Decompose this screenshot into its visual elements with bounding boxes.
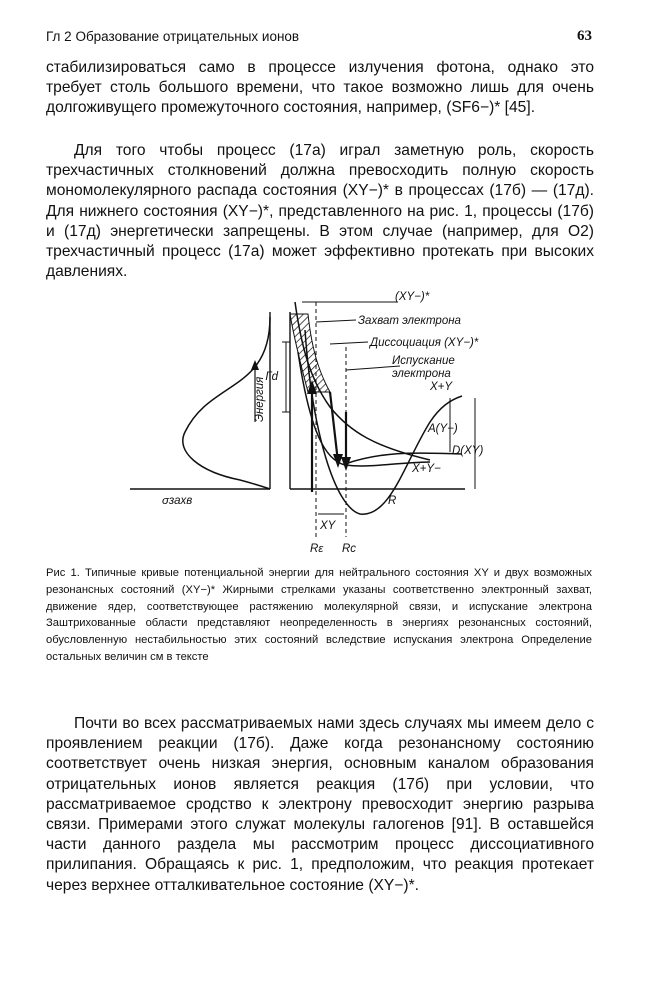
leader-dissociation	[330, 342, 368, 344]
a-y-label: A(Y−)	[428, 423, 458, 435]
paragraph-2: Для того чтобы процесс (17а) играл заметную роль, скорость трехчастичных столкновений должна превосходить полную скорость мономолекулярного распада состояния (XY−)* в процессах (17б) — (17д). Для нижнего состояния (XY−)*, представленного на рис. 1, процессы (17б) и (17д) энергетически запрещены. В этом случае (например, для O2) трехчастичный процесс (17а) может эффективно протекать при высоких давлениях.	[46, 142, 594, 281]
capture-label: Захват электрона	[358, 315, 461, 327]
dissociation-arrow	[330, 392, 338, 462]
xy-minus-star-label: (XY−)*	[395, 291, 430, 303]
x-plus-y-label: X+Y	[430, 381, 453, 393]
xy-label: XY	[320, 520, 336, 532]
sigma-capture-label: σзахв	[162, 495, 193, 507]
emission-label-2: электрона	[392, 368, 451, 380]
gamma-d-label: Гd	[265, 371, 278, 383]
r-epsilon-label: Rε	[310, 543, 324, 555]
energy-arrowhead	[251, 360, 259, 370]
page-number: 63	[577, 27, 592, 44]
d-xy-label: D(XY)	[452, 445, 484, 457]
paragraph-1: стабилизироваться само в процессе излучения фотона, однако это требует столь большого времени, что такое возможно лишь для очень долгоживущего промежуточного состояния, например, (SF6−)* [45].	[46, 59, 594, 117]
figure-caption: Рис 1. Типичные кривые потенциальной энергии для нейтрального состояния XY и двух возможных резонансных состояний (XY−)* Жирными стрелками указаны соответственно электронный захват, движение ядер, соответствующее растяжению молекулярной связи, и испускание электрона Заштрихованные области представляют неопределенность в энергиях резонансных состояний, обусловленную нестабильностью этих состояний вследствие испускания электрона Определение остальных величин см в тексте	[46, 567, 592, 663]
energy-axis-label: Энергия	[254, 376, 266, 422]
dissociation-label: Диссоциация (XY−)*	[370, 337, 479, 349]
running-header	[46, 24, 592, 48]
running-title: Гл 2 Образование отрицательных ионов	[46, 28, 300, 44]
x-plus-y-minus-label: X+Y−	[412, 463, 441, 475]
r-axis-label: R	[388, 495, 397, 507]
emission-label-1: Испускание	[392, 355, 455, 367]
x-plus-y-minus-curve	[345, 453, 462, 464]
paragraph-3: Почти во всех рассматриваемых нами здесь случаях мы имеем дело с проявлением реакции (17б). Даже когда резонансному состоянию соответствует очень низкая энергия, основным каналом образования отрицательных ионов является реакция (17б) при условии, что рассматриваемое сродство к электрону превосходит энергию разрыва связи. Примерами этого служат молекулы галогенов [91]. В оставшейся части данного раздела мы рассмотрим процесс диссоциативного прилипания. Обращаясь к рис. 1, предположим, что реакция протекает через верхнее отталкивательное состояние (XY−)*.	[46, 715, 594, 894]
potential-energy-diagram	[130, 282, 550, 568]
capture-cross-section-panel	[130, 312, 270, 507]
r-c-label: Rc	[342, 543, 357, 555]
dissociation-arrowhead	[333, 454, 343, 468]
potential-curves-panel	[265, 291, 483, 555]
potential-energy-figure	[130, 282, 550, 568]
leader-capture	[316, 320, 356, 322]
